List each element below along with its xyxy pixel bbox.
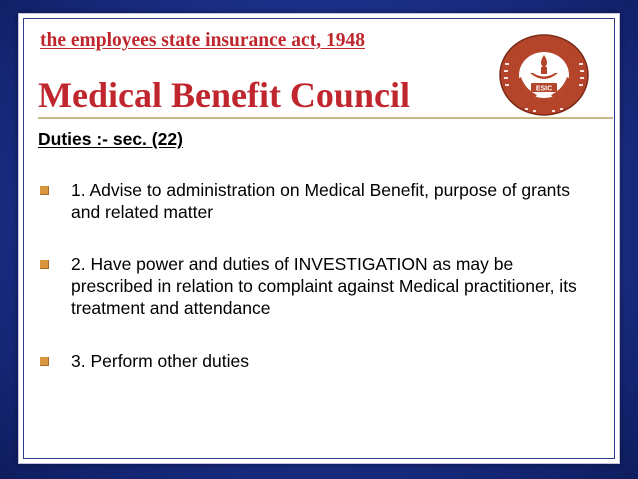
section-heading: Duties :- sec. (22) bbox=[38, 129, 183, 149]
duty-item-3 bbox=[38, 350, 598, 372]
duty-text: 3. Perform other duties bbox=[71, 351, 249, 371]
title-divider bbox=[38, 117, 613, 119]
act-title: the employees state insurance act, 1948 bbox=[40, 30, 365, 51]
esic-logo bbox=[485, 33, 603, 117]
duty-text: 2. Have power and duties of INVESTIGATION as may be prescribed in relation to complaint against Medical practitioner, its treatment and attendance bbox=[71, 254, 577, 318]
logo-abbreviation: ESIC bbox=[535, 85, 553, 93]
main-title: Medical Benefit Council bbox=[38, 75, 410, 115]
duty-item-1 bbox=[38, 179, 598, 223]
square-bullet-icon bbox=[40, 260, 49, 269]
duties-list bbox=[38, 179, 598, 402]
duty-item-2 bbox=[38, 253, 598, 319]
duty-text: 1. Advise to administration on Medical Benefit, purpose of grants and related matter bbox=[71, 180, 571, 222]
square-bullet-icon bbox=[40, 357, 49, 366]
square-bullet-icon bbox=[40, 186, 49, 195]
slide bbox=[18, 13, 620, 464]
